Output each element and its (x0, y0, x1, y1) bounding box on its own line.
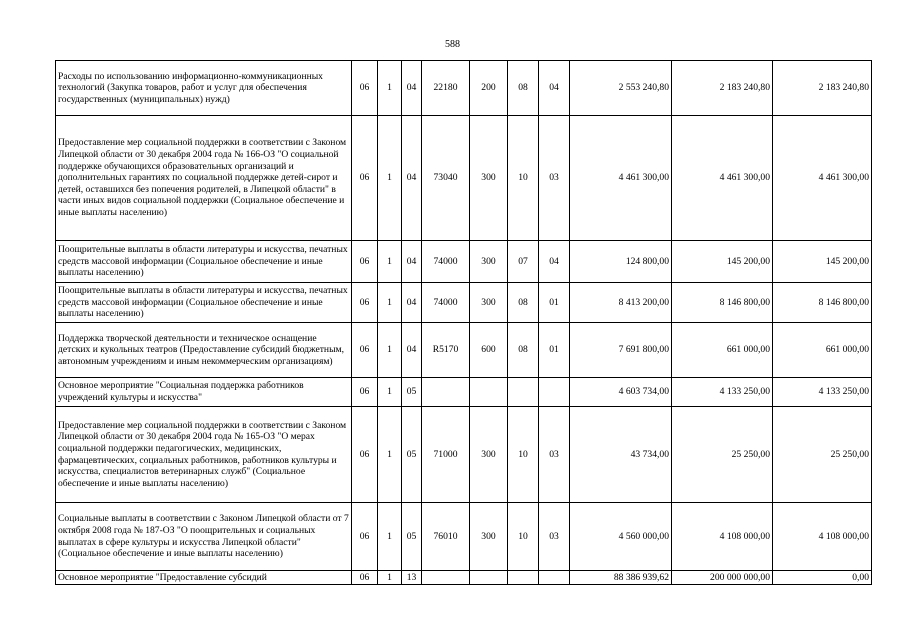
event-code: 05 (402, 378, 422, 407)
expense-type-code (470, 571, 508, 585)
amount-year-3: 4 108 000,00 (773, 503, 872, 571)
row-description: Расходы по использованию информационно-коммуникационных технологий (Закупка товаров, работ и услуг для обеспечения государственных (муниципальных) нужд) (56, 61, 352, 116)
table-row (56, 571, 872, 585)
amount-year-1: 8 413 200,00 (570, 283, 672, 323)
program-code: 06 (352, 378, 378, 407)
amount-year-2: 145 200,00 (672, 241, 773, 283)
program-code: 06 (352, 283, 378, 323)
program-code: 06 (352, 241, 378, 283)
row-description: Поощрительные выплаты в области литературы и искусства, печатных средств массовой информации (Социальное обеспечение и иные выплаты населению) (56, 241, 352, 283)
amount-year-1: 124 800,00 (570, 241, 672, 283)
section-code: 07 (508, 241, 539, 283)
program-code: 06 (352, 323, 378, 378)
section-code: 08 (508, 283, 539, 323)
amount-year-2: 661 000,00 (672, 323, 773, 378)
section-code: 10 (508, 407, 539, 503)
amount-year-3: 661 000,00 (773, 323, 872, 378)
table-row (56, 407, 872, 503)
program-code: 06 (352, 116, 378, 241)
event-code: 05 (402, 503, 422, 571)
direction-code: 73040 (422, 116, 470, 241)
amount-year-3: 2 183 240,80 (773, 61, 872, 116)
direction-code: 22180 (422, 61, 470, 116)
subprogram-code: 1 (378, 407, 402, 503)
expense-type-code: 300 (470, 407, 508, 503)
subsection-code: 04 (539, 241, 570, 283)
section-code: 08 (508, 61, 539, 116)
amount-year-3: 0,00 (773, 571, 872, 585)
amount-year-1: 4 560 000,00 (570, 503, 672, 571)
expense-type-code (470, 378, 508, 407)
event-code: 04 (402, 283, 422, 323)
row-description: Основное мероприятие "Социальная поддержка работников учреждений культуры и искусства" (56, 378, 352, 407)
row-description: Предоставление мер социальной поддержки в соответствии с Законом Липецкой области от 30 декабря 2004 года № 165-ОЗ "О мерах социальной поддержки педагогических, медицинских, фармацевтических, социальных работников, работников культуры и искусства, специалистов ветеринарных служб" (Социальное обеспечение и иные выплаты населению) (56, 407, 352, 503)
subsection-code: 01 (539, 323, 570, 378)
expense-type-code: 300 (470, 241, 508, 283)
table-row (56, 503, 872, 571)
expense-type-code: 600 (470, 323, 508, 378)
subsection-code: 03 (539, 407, 570, 503)
amount-year-1: 88 386 939,62 (570, 571, 672, 585)
subprogram-code: 1 (378, 503, 402, 571)
subprogram-code: 1 (378, 116, 402, 241)
row-description: Основное мероприятие "Предоставление субсидий (56, 571, 352, 585)
table-row (56, 378, 872, 407)
table-row (56, 283, 872, 323)
program-code: 06 (352, 407, 378, 503)
direction-code: 74000 (422, 283, 470, 323)
direction-code: 74000 (422, 241, 470, 283)
subprogram-code: 1 (378, 283, 402, 323)
expense-type-code: 300 (470, 503, 508, 571)
subsection-code (539, 378, 570, 407)
direction-code: 71000 (422, 407, 470, 503)
row-description: Поощрительные выплаты в области литературы и искусства, печатных средств массовой информации (Социальное обеспечение и иные выплаты населению) (56, 283, 352, 323)
program-code: 06 (352, 503, 378, 571)
expense-type-code: 300 (470, 283, 508, 323)
event-code: 13 (402, 571, 422, 585)
subsection-code: 03 (539, 503, 570, 571)
section-code (508, 378, 539, 407)
direction-code: 76010 (422, 503, 470, 571)
section-code: 08 (508, 323, 539, 378)
row-description: Предоставление мер социальной поддержки в соответствии с Законом Липецкой области от 30 декабря 2004 года № 166-ОЗ "О социальной поддержке обучающихся образовательных организаций и дополнительных гарантиях по социальной поддержке детей-сирот и детей, оставшихся без попечения родителей, в Липецкой области" в части иных видов социальной поддержки (Социальное обеспечение и иные выплаты населению) (56, 116, 352, 241)
section-code (508, 571, 539, 585)
row-description: Поддержка творческой деятельности и техническое оснащение детских и кукольных театров (Предоставление субсидий бюджетным, автономным учреждениям и иным некоммерческим организациям) (56, 323, 352, 378)
subsection-code: 03 (539, 116, 570, 241)
amount-year-3: 4 461 300,00 (773, 116, 872, 241)
section-code: 10 (508, 503, 539, 571)
amount-year-3: 25 250,00 (773, 407, 872, 503)
amount-year-2: 4 108 000,00 (672, 503, 773, 571)
subprogram-code: 1 (378, 378, 402, 407)
subsection-code: 04 (539, 61, 570, 116)
section-code: 10 (508, 116, 539, 241)
subprogram-code: 1 (378, 241, 402, 283)
amount-year-1: 4 461 300,00 (570, 116, 672, 241)
amount-year-3: 8 146 800,00 (773, 283, 872, 323)
event-code: 04 (402, 61, 422, 116)
direction-code (422, 571, 470, 585)
event-code: 05 (402, 407, 422, 503)
expense-type-code: 200 (470, 61, 508, 116)
table-row (56, 241, 872, 283)
table-row (56, 61, 872, 116)
budget-table (55, 60, 872, 585)
amount-year-1: 7 691 800,00 (570, 323, 672, 378)
subsection-code: 01 (539, 283, 570, 323)
expense-type-code: 300 (470, 116, 508, 241)
table-row (56, 116, 872, 241)
amount-year-1: 43 734,00 (570, 407, 672, 503)
amount-year-2: 4 461 300,00 (672, 116, 773, 241)
subprogram-code: 1 (378, 571, 402, 585)
direction-code (422, 378, 470, 407)
event-code: 04 (402, 323, 422, 378)
event-code: 04 (402, 241, 422, 283)
subprogram-code: 1 (378, 61, 402, 116)
amount-year-2: 4 133 250,00 (672, 378, 773, 407)
amount-year-3: 145 200,00 (773, 241, 872, 283)
event-code: 04 (402, 116, 422, 241)
table-row (56, 323, 872, 378)
page-number: 588 (445, 39, 460, 50)
amount-year-2: 200 000 000,00 (672, 571, 773, 585)
amount-year-3: 4 133 250,00 (773, 378, 872, 407)
amount-year-2: 8 146 800,00 (672, 283, 773, 323)
amount-year-2: 2 183 240,80 (672, 61, 773, 116)
amount-year-1: 4 603 734,00 (570, 378, 672, 407)
program-code: 06 (352, 571, 378, 585)
amount-year-1: 2 553 240,80 (570, 61, 672, 116)
direction-code: R5170 (422, 323, 470, 378)
subsection-code (539, 571, 570, 585)
row-description: Социальные выплаты в соответствии с Законом Липецкой области от 7 октября 2008 года № 187-ОЗ "О поощрительных и социальных выплатах в сфере культуры и искусства Липецкой области" (Социальное обеспечение и иные выплаты населению) (56, 503, 352, 571)
program-code: 06 (352, 61, 378, 116)
amount-year-2: 25 250,00 (672, 407, 773, 503)
subprogram-code: 1 (378, 323, 402, 378)
